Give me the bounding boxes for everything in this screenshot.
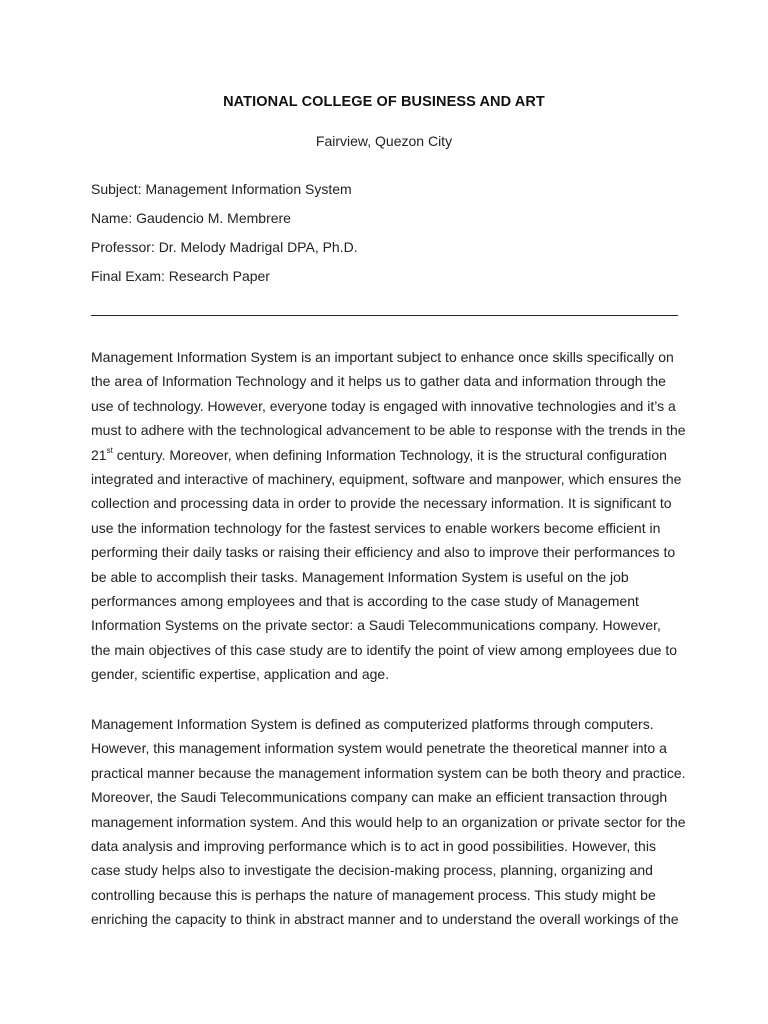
paragraph-line: data analysis and improving performance which is to act in good possibilities. However, this [91, 838, 656, 855]
professor-line: Professor: Dr. Melody Madrigal DPA, Ph.D. [91, 239, 358, 255]
paragraph-line: performances among employees and that is according to the case study of Management [91, 593, 639, 610]
paragraph-line: enriching the capacity to think in abstract manner and to understand the overall workings of the [91, 911, 679, 928]
paragraph-line: Management Information System is defined as computerized platforms through computers. [91, 716, 654, 732]
paragraph-line: be able to accomplish their tasks. Management Information System is useful on the job [91, 568, 629, 585]
paragraph-line: practical manner because the management information system can be both theory and practice. [91, 764, 686, 781]
paragraph-line: the area of Information Technology and it helps us to gather data and information through the [91, 373, 666, 390]
paragraph-line: use of technology. However, everyone today is engaged with innovative technologies and it’s a [91, 397, 676, 414]
paragraph-1 [91, 345, 691, 687]
document-title: NATIONAL COLLEGE OF BUSINESS AND ART [223, 94, 545, 110]
paragraph-line: use the information technology for the fastest services to enable workers become efficient in [91, 519, 661, 536]
paragraph-line: collection and processing data in order to provide the necessary information. It is significant to [91, 495, 672, 512]
paragraph-line: Moreover, the Saudi Telecommunications company can make an efficient transaction through [91, 789, 668, 806]
ordinal-number: 21 [91, 446, 107, 463]
paragraph-line: However, this management information system would penetrate the theoretical manner into a [91, 740, 667, 757]
subject-line: Subject: Management Information System [91, 181, 352, 197]
paragraph-line: controlling because this is perhaps the nature of management process. This study might be [91, 886, 656, 903]
paragraph-line-text: century. Moreover, when defining Information Technology, it is the structural configuration [112, 446, 667, 463]
document-subtitle: Fairview, Quezon City [315, 133, 453, 149]
paragraph-line: Management Information System is an important subject to enhance once skills specifically on [91, 349, 674, 365]
paragraph-line: the main objectives of this case study are to identify the point of view among employees due to [91, 641, 677, 658]
horizontal-divider [91, 315, 678, 316]
paragraph-line: performing their daily tasks or raising their efficiency and also to improve their performances to [91, 544, 676, 561]
paragraph-line: Information Systems on the private sector: a Saudi Telecommunications company. However, [91, 617, 661, 634]
paragraph-line [91, 443, 691, 467]
paragraph-line: must to adhere with the technological advancement to be able to response with the trends in the [91, 422, 686, 439]
paragraph-line: gender, scientific expertise, application and age. [91, 666, 390, 683]
paragraph-line: case study helps also to investigate the decision-making process, planning, organizing and [91, 862, 653, 879]
ordinal-suffix: st [106, 445, 113, 455]
paragraph-line: management information system. And this would help to an organization or private sector for the [91, 813, 686, 830]
name-line: Name: Gaudencio M. Membrere [91, 210, 291, 226]
exam-line: Final Exam: Research Paper [91, 268, 270, 284]
paragraph-line: integrated and interactive of machinery, equipment, software and manpower, which ensures the [91, 471, 682, 488]
paragraph-2 [91, 712, 691, 932]
